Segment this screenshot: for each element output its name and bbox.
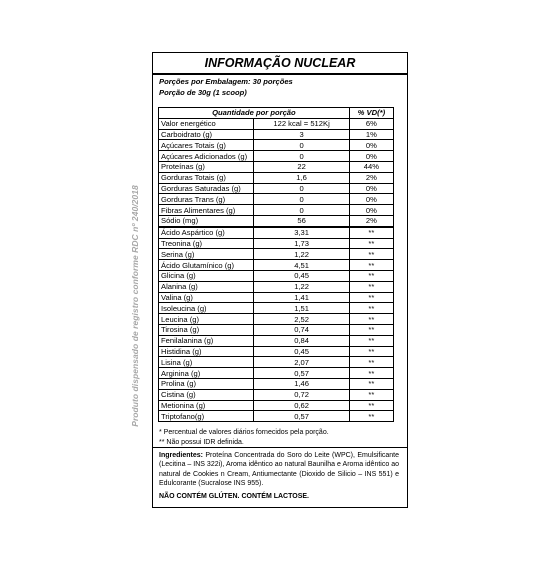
nutrition-table (158, 107, 394, 422)
nutrient-vd: ** (349, 378, 393, 389)
footnote-idr: ** Não possui IDR definida. (159, 439, 244, 446)
nutrient-vd: 44% (349, 161, 393, 172)
header-quantity: Quantidade por porção (159, 108, 350, 119)
ingredients-divider (153, 447, 407, 448)
nutrient-vd: 6% (349, 118, 393, 129)
nutrient-amount: 0,72 (254, 389, 349, 400)
nutrient-amount: 1,6 (254, 172, 349, 183)
ingredients-label: Ingredientes: (159, 452, 203, 459)
table-row (159, 172, 394, 183)
nutrient-amount: 2,07 (254, 357, 349, 368)
servings-per-package: Porções por Embalagem: 30 porções (159, 77, 293, 86)
ingredients-block (159, 451, 399, 488)
title-divider (153, 73, 407, 75)
nutrient-amount: 0 (254, 183, 349, 194)
table-row (159, 303, 394, 314)
table-row (159, 194, 394, 205)
nutrient-name: Sódio (mg) (159, 215, 254, 226)
table-row (159, 368, 394, 379)
nutrient-name: Treonina (g) (159, 238, 254, 249)
allergen-statement: NÃO CONTÉM GLÚTEN. CONTÉM LACTOSE. (159, 493, 309, 500)
nutrient-name: Açúcares Adicionados (g) (159, 151, 254, 162)
table-row (159, 292, 394, 303)
table-row (159, 227, 394, 238)
table-row (159, 357, 394, 368)
table-row (159, 260, 394, 271)
footnote-vd: * Percentual de valores diários fornecidos pela porção. (159, 429, 329, 436)
nutrient-vd: 0% (349, 140, 393, 151)
nutrient-amount: 1,73 (254, 238, 349, 249)
nutrient-amount: 1,46 (254, 378, 349, 389)
nutrient-name: Glicina (g) (159, 270, 254, 281)
nutrient-amount: 3 (254, 129, 349, 140)
nutrient-name: Isoleucina (g) (159, 303, 254, 314)
nutrient-vd: 2% (349, 172, 393, 183)
table-row (159, 335, 394, 346)
nutrient-vd: ** (349, 389, 393, 400)
nutrient-vd: 0% (349, 194, 393, 205)
nutrient-vd: ** (349, 292, 393, 303)
nutrient-amount: 122 kcal = 512Kj (254, 118, 349, 129)
serving-size: Porção de 30g (1 scoop) (159, 88, 247, 97)
nutrient-name: Tirosina (g) (159, 324, 254, 335)
registration-note: Produto dispensado de registro conforme RDC nº 240/2018 (130, 185, 140, 427)
nutrient-amount: 0,45 (254, 270, 349, 281)
nutrient-vd: ** (349, 368, 393, 379)
table-row (159, 270, 394, 281)
table-row (159, 151, 394, 162)
nutrient-amount: 0 (254, 205, 349, 216)
nutrient-vd: ** (349, 357, 393, 368)
nutrient-name: Serina (g) (159, 249, 254, 260)
nutrient-amount: 0 (254, 151, 349, 162)
nutrient-name: Lisina (g) (159, 357, 254, 368)
nutrient-amount: 1,22 (254, 281, 349, 292)
nutrient-amount: 22 (254, 161, 349, 172)
nutrient-vd: ** (349, 314, 393, 325)
nutrient-name: Açúcares Totais (g) (159, 140, 254, 151)
nutrient-vd: ** (349, 400, 393, 411)
nutrient-vd: ** (349, 281, 393, 292)
nutrient-vd: 0% (349, 151, 393, 162)
nutrient-amount: 3,31 (254, 227, 349, 238)
table-row (159, 183, 394, 194)
nutrient-name: Gorduras Saturadas (g) (159, 183, 254, 194)
nutrient-name: Triptofano(g) (159, 411, 254, 422)
table-row (159, 324, 394, 335)
nutrient-vd: ** (349, 249, 393, 260)
nutrient-name: Ácido Aspártico (g) (159, 227, 254, 238)
table-row (159, 118, 394, 129)
table-row (159, 400, 394, 411)
nutrient-vd: ** (349, 324, 393, 335)
nutrient-amount: 2,52 (254, 314, 349, 325)
table-row (159, 249, 394, 260)
nutrient-vd: ** (349, 270, 393, 281)
nutrient-vd: ** (349, 335, 393, 346)
nutrient-vd: ** (349, 411, 393, 422)
nutrient-name: Metionina (g) (159, 400, 254, 411)
nutrient-amount: 1,41 (254, 292, 349, 303)
panel-title: INFORMAÇÃO NUCLEAR (204, 56, 356, 70)
nutrient-name: Fenilalanina (g) (159, 335, 254, 346)
table-row (159, 238, 394, 249)
nutrient-vd: ** (349, 227, 393, 238)
nutrient-name: Carboidrato (g) (159, 129, 254, 140)
nutrient-amount: 0,57 (254, 411, 349, 422)
nutrient-amount: 1,22 (254, 249, 349, 260)
nutrient-amount: 0,45 (254, 346, 349, 357)
table-row (159, 314, 394, 325)
nutrient-amount: 4,51 (254, 260, 349, 271)
nutrient-name: Gorduras Trans (g) (159, 194, 254, 205)
nutrient-amount: 0,74 (254, 324, 349, 335)
nutrient-name: Cistina (g) (159, 389, 254, 400)
table-row (159, 389, 394, 400)
nutrient-vd: 2% (349, 215, 393, 226)
nutrient-name: Proteínas (g) (159, 161, 254, 172)
nutrient-amount: 56 (254, 215, 349, 226)
table-row (159, 378, 394, 389)
nutrient-vd: ** (349, 260, 393, 271)
nutrient-vd: 0% (349, 183, 393, 194)
nutrient-name: Prolina (g) (159, 378, 254, 389)
table-header-row (159, 108, 394, 119)
table-row (159, 281, 394, 292)
table-row (159, 215, 394, 226)
nutrient-vd: 0% (349, 205, 393, 216)
nutrient-name: Arginina (g) (159, 368, 254, 379)
nutrient-name: Valina (g) (159, 292, 254, 303)
table-row (159, 161, 394, 172)
nutrient-vd: ** (349, 303, 393, 314)
nutrient-name: Ácido Glutamínico (g) (159, 260, 254, 271)
nutrient-vd: 1% (349, 129, 393, 140)
nutrition-facts-panel (152, 52, 408, 508)
table-row (159, 140, 394, 151)
nutrient-amount: 0,84 (254, 335, 349, 346)
header-vd: % VD(*) (349, 108, 393, 119)
nutrient-amount: 0 (254, 194, 349, 205)
nutrient-name: Gorduras Totais (g) (159, 172, 254, 183)
ingredients-text: Proteína Concentrada do Soro do Leite (WPC), Emulsificante (Lecitina – INS 322i), Aroma idêntico ao natural Baunilha e Aroma idêntico ao natural de Cookies n Cream, Antiumectante (Dioxido de Silicio – INS 551) e Edulcorante (Sucralose INS 955). (159, 452, 400, 487)
nutrient-vd: ** (349, 346, 393, 357)
nutrient-name: Histidina (g) (159, 346, 254, 357)
table-row (159, 129, 394, 140)
nutrient-name: Alanina (g) (159, 281, 254, 292)
nutrient-amount: 1,51 (254, 303, 349, 314)
nutrient-name: Fibras Alimentares (g) (159, 205, 254, 216)
nutrient-amount: 0,57 (254, 368, 349, 379)
nutrient-amount: 0 (254, 140, 349, 151)
nutrient-vd: ** (349, 238, 393, 249)
nutrient-name: Valor energético (159, 118, 254, 129)
table-row (159, 411, 394, 422)
nutrient-name: Leucina (g) (159, 314, 254, 325)
table-row (159, 346, 394, 357)
nutrient-amount: 0,62 (254, 400, 349, 411)
table-row (159, 205, 394, 216)
